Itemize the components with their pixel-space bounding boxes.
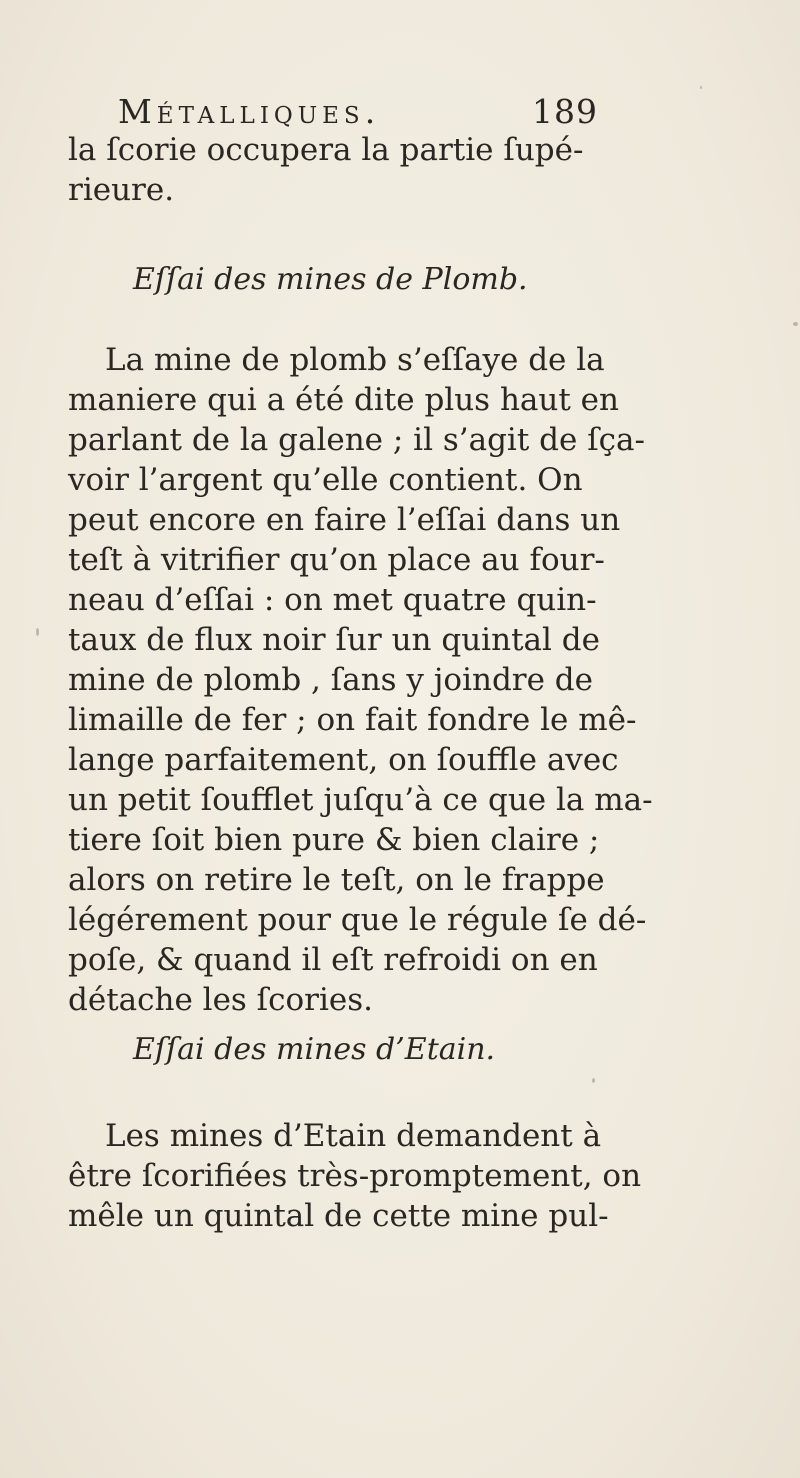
text-line: neau d’eſſai : on met quatre quin- — [68, 582, 597, 618]
section-heading-etain: Eſſai des mines d’Etain. — [133, 1032, 496, 1067]
text-line: être ſcorifiées très-promptement, on — [68, 1158, 642, 1194]
text-line: la ſcorie occupera la partie ſupé- — [68, 132, 584, 168]
text-line: La mine de plomb s’eſſaye de la — [105, 342, 605, 378]
text-line: alors on retire le teſt, on le frappe — [68, 862, 605, 898]
section-heading-plomb: Eſſai des mines de Plomb. — [133, 262, 528, 297]
paragraph-etain — [68, 1116, 642, 1236]
text-line: taux de flux noir ſur un quintal de — [68, 622, 600, 658]
text-line: limaille de fer ; on fait fondre le mê- — [68, 702, 637, 738]
paragraph-plomb — [68, 340, 653, 1020]
text-line: légérement pour que le régule ſe dé- — [68, 902, 647, 938]
page-number: 189 — [532, 92, 598, 131]
text-line: Les mines d’Etain demandent à — [105, 1118, 602, 1154]
text-line: tiere ſoit bien pure & bien claire ; — [68, 822, 600, 858]
text-line: rieure. — [68, 172, 175, 208]
running-head-title: Métalliques. — [118, 92, 381, 131]
text-line: peut encore en faire l’eſſai dans un — [68, 502, 621, 538]
text-line: maniere qui a été dite plus haut en — [68, 382, 619, 418]
text-line: voir l’argent qu’elle contient. On — [68, 462, 583, 498]
text-line: teſt à vitrifier qu’on place au four- — [68, 542, 605, 578]
paper-speck — [700, 86, 702, 89]
paper-speck — [793, 322, 798, 326]
text-line: détache les ſcories. — [68, 982, 374, 1018]
text-line: mine de plomb , ſans y joindre de — [68, 662, 594, 698]
carryover-paragraph — [68, 130, 584, 210]
text-line: mêle un quintal de cette mine pul- — [68, 1198, 609, 1234]
text-line: parlant de la galene ; il s’agit de ſça- — [68, 422, 645, 458]
running-head — [118, 92, 598, 131]
text-line: poſe, & quand il eſt refroidi on en — [68, 942, 598, 978]
text-line: un petit ſoufflet juſqu’à ce que la ma- — [68, 782, 653, 818]
text-line: lange parfaitement, on ſouffle avec — [68, 742, 619, 778]
paper-speck — [36, 628, 39, 636]
paper-speck — [592, 1078, 595, 1083]
